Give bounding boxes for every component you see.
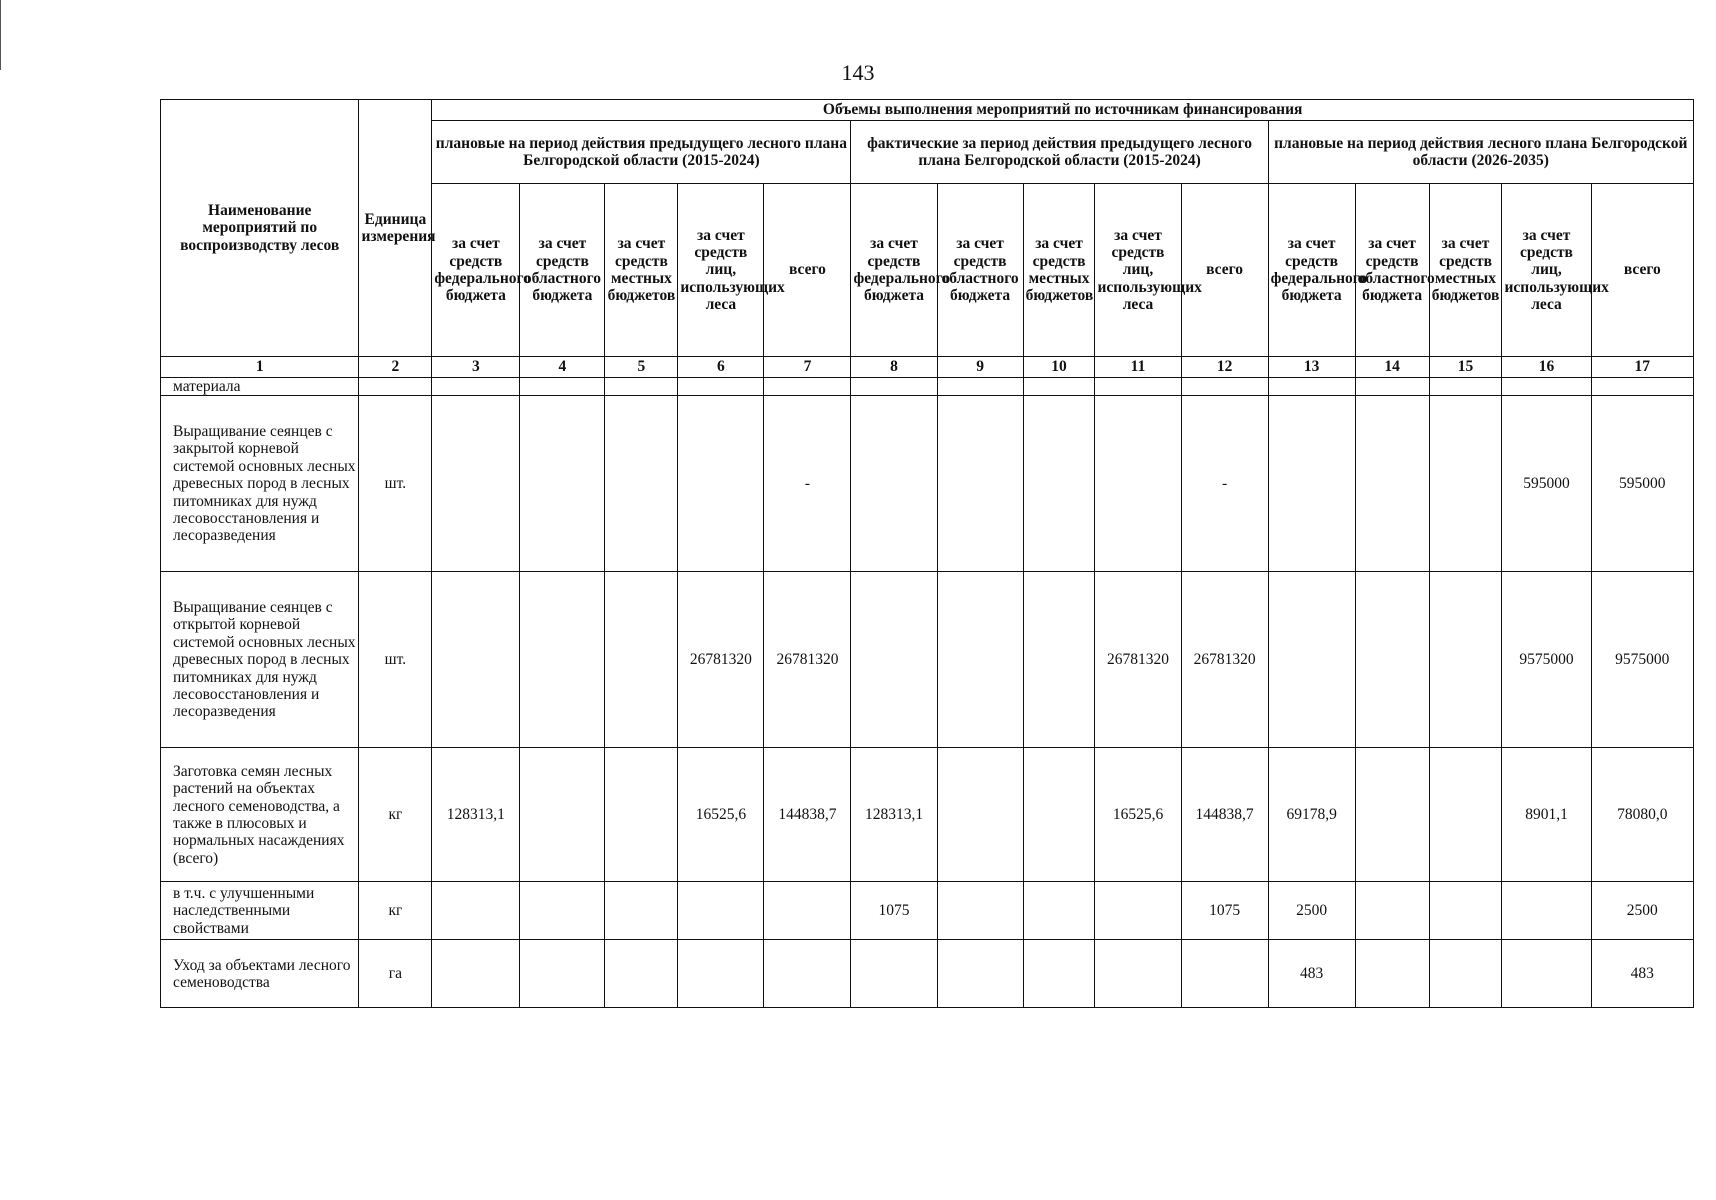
value-cell <box>432 396 520 572</box>
column-number: 11 <box>1095 357 1181 378</box>
value-cell <box>1502 940 1591 1008</box>
value-cell: 9575000 <box>1502 572 1591 748</box>
value-cell <box>1355 940 1429 1008</box>
value-cell <box>764 378 851 396</box>
value-cell <box>520 378 605 396</box>
activity-name: Заготовка семян лесных растений на объектах лесного семеноводства, а также в плюсовых и нормальных насаждениях (всего) <box>161 748 359 882</box>
value-cell <box>1268 396 1355 572</box>
header-group-plan-previous: плановые на период действия предыдущего лесного плана Белгородской области (2015-2024) <box>432 121 851 184</box>
value-cell: 144838,7 <box>764 748 851 882</box>
header-sub-8: за счет средств федерального бюджета <box>851 184 937 357</box>
value-cell <box>1023 940 1095 1008</box>
value-cell: 2500 <box>1268 882 1355 940</box>
header-group-actual-previous: фактические за период действия предыдущего лесного плана Белгородской области (2015-2024) <box>851 121 1268 184</box>
value-cell: 2500 <box>1591 882 1693 940</box>
table-row <box>161 396 1694 572</box>
value-cell <box>1023 572 1095 748</box>
column-number: 5 <box>605 357 678 378</box>
value-cell <box>851 378 937 396</box>
header-sub-15: за счет средств местных бюджетов <box>1429 184 1502 357</box>
value-cell: 483 <box>1591 940 1693 1008</box>
value-cell <box>1181 940 1268 1008</box>
value-cell <box>1591 378 1693 396</box>
value-cell: 595000 <box>1591 396 1693 572</box>
value-cell <box>1429 378 1502 396</box>
unit-cell: га <box>359 940 432 1008</box>
value-cell <box>1502 378 1591 396</box>
header-funding-volumes: Объемы выполнения мероприятий по источникам финансирования <box>432 100 1694 121</box>
header-sub-14: за счет средств областного бюджета <box>1355 184 1429 357</box>
value-cell: - <box>764 396 851 572</box>
activity-name: Выращивание сеянцев с открытой корневой системой основных лесных древесных пород в лесных питомниках для нужд лесовосстановления и лесоразведения <box>161 572 359 748</box>
column-number: 10 <box>1023 357 1095 378</box>
value-cell <box>1268 378 1355 396</box>
value-cell: 9575000 <box>1591 572 1693 748</box>
header-sub-3: за счет средств федерального бюджета <box>432 184 520 357</box>
value-cell: 1075 <box>851 882 937 940</box>
activity-name: материала <box>161 378 359 396</box>
funding-table <box>160 99 1694 1008</box>
activity-name: Уход за объектами лесного семеноводства <box>161 940 359 1008</box>
header-sub-4: за счет средств областного бюджета <box>520 184 605 357</box>
value-cell <box>520 572 605 748</box>
header-sub-12: всего <box>1181 184 1268 357</box>
activity-name: в т.ч. с улучшенными наследственными свойствами <box>161 882 359 940</box>
value-cell: 16525,6 <box>1095 748 1181 882</box>
value-cell <box>1023 882 1095 940</box>
value-cell <box>1023 748 1095 882</box>
header-sub-10: за счет средств местных бюджетов <box>1023 184 1095 357</box>
value-cell <box>678 882 764 940</box>
value-cell <box>520 882 605 940</box>
value-cell <box>678 396 764 572</box>
value-cell <box>851 940 937 1008</box>
header-sub-7: всего <box>764 184 851 357</box>
column-number: 13 <box>1268 357 1355 378</box>
column-number: 12 <box>1181 357 1268 378</box>
value-cell: 16525,6 <box>678 748 764 882</box>
value-cell <box>937 882 1023 940</box>
header-sub-6: за счет средств лиц, использующих леса <box>678 184 764 357</box>
header-group-plan-current: плановые на период действия лесного плана Белгородской области (2026-2035) <box>1268 121 1693 184</box>
page-number: 143 <box>841 60 875 85</box>
value-cell <box>1429 882 1502 940</box>
value-cell <box>605 378 678 396</box>
value-cell <box>937 748 1023 882</box>
unit-cell: шт. <box>359 572 432 748</box>
header-sub-17: всего <box>1591 184 1693 357</box>
table-row <box>161 940 1694 1008</box>
column-number: 8 <box>851 357 937 378</box>
value-cell: 483 <box>1268 940 1355 1008</box>
value-cell <box>605 748 678 882</box>
value-cell <box>1429 748 1502 882</box>
value-cell <box>432 940 520 1008</box>
value-cell <box>1429 572 1502 748</box>
header-sub-13: за счет средств федерального бюджета <box>1268 184 1355 357</box>
table-row <box>161 882 1694 940</box>
unit-cell: шт. <box>359 396 432 572</box>
column-number: 1 <box>161 357 359 378</box>
value-cell: 128313,1 <box>432 748 520 882</box>
value-cell <box>1355 378 1429 396</box>
value-cell <box>520 396 605 572</box>
header-sub-9: за счет средств областного бюджета <box>937 184 1023 357</box>
header-sub-16: за счет средств лиц, использующих леса <box>1502 184 1591 357</box>
value-cell <box>520 940 605 1008</box>
value-cell <box>432 572 520 748</box>
value-cell: 8901,1 <box>1502 748 1591 882</box>
value-cell <box>937 572 1023 748</box>
value-cell <box>1095 940 1181 1008</box>
value-cell <box>432 882 520 940</box>
value-cell <box>1355 396 1429 572</box>
table-row <box>161 378 1694 396</box>
header-name-column: Наименование мероприятий по воспроизводству лесов <box>161 100 359 357</box>
column-number: 7 <box>764 357 851 378</box>
value-cell: 128313,1 <box>851 748 937 882</box>
value-cell <box>1095 378 1181 396</box>
value-cell <box>937 396 1023 572</box>
value-cell <box>605 572 678 748</box>
value-cell <box>1023 378 1095 396</box>
value-cell: 26781320 <box>1181 572 1268 748</box>
column-number: 9 <box>937 357 1023 378</box>
value-cell <box>1355 748 1429 882</box>
value-cell <box>1268 572 1355 748</box>
value-cell <box>851 396 937 572</box>
value-cell <box>605 396 678 572</box>
value-cell <box>764 882 851 940</box>
value-cell <box>1429 940 1502 1008</box>
value-cell <box>937 940 1023 1008</box>
unit-cell <box>359 378 432 396</box>
table-row <box>161 572 1694 748</box>
unit-cell: кг <box>359 748 432 882</box>
value-cell <box>1095 882 1181 940</box>
value-cell <box>605 940 678 1008</box>
value-cell <box>1023 396 1095 572</box>
value-cell: 595000 <box>1502 396 1591 572</box>
value-cell <box>1181 378 1268 396</box>
value-cell <box>432 378 520 396</box>
value-cell: 26781320 <box>678 572 764 748</box>
value-cell: - <box>1181 396 1268 572</box>
column-number: 15 <box>1429 357 1502 378</box>
value-cell: 144838,7 <box>1181 748 1268 882</box>
header-sub-5: за счет средств местных бюджетов <box>605 184 678 357</box>
value-cell <box>678 378 764 396</box>
value-cell: 26781320 <box>1095 572 1181 748</box>
value-cell <box>605 882 678 940</box>
unit-cell: кг <box>359 882 432 940</box>
table-row <box>161 748 1694 882</box>
value-cell <box>678 940 764 1008</box>
header-sub-11: за счет средств лиц, использующих леса <box>1095 184 1181 357</box>
value-cell <box>1502 882 1591 940</box>
value-cell: 26781320 <box>764 572 851 748</box>
value-cell: 1075 <box>1181 882 1268 940</box>
column-number: 6 <box>678 357 764 378</box>
column-number: 3 <box>432 357 520 378</box>
value-cell: 78080,0 <box>1591 748 1693 882</box>
value-cell <box>1355 572 1429 748</box>
value-cell: 69178,9 <box>1268 748 1355 882</box>
value-cell <box>764 940 851 1008</box>
column-number: 4 <box>520 357 605 378</box>
value-cell <box>937 378 1023 396</box>
value-cell <box>1429 396 1502 572</box>
header-unit-column: Единица измерения <box>359 100 432 357</box>
value-cell <box>520 748 605 882</box>
column-number: 16 <box>1502 357 1591 378</box>
value-cell <box>851 572 937 748</box>
column-number: 2 <box>359 357 432 378</box>
column-number: 14 <box>1355 357 1429 378</box>
column-number: 17 <box>1591 357 1693 378</box>
value-cell <box>1095 396 1181 572</box>
activity-name: Выращивание сеянцев с закрытой корневой системой основных лесных древесных пород в лесных питомниках для нужд лесовосстановления и лесоразведения <box>161 396 359 572</box>
value-cell <box>1355 882 1429 940</box>
